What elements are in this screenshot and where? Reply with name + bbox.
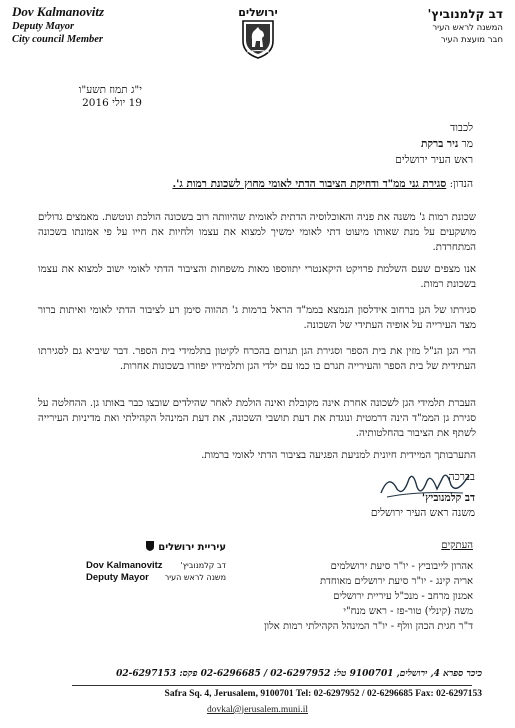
sender-name-hebrew: דב קלמנוביץ' [427, 7, 503, 21]
honorific: לכבוד [450, 122, 473, 134]
hebrew-date: י"ג תמוז תשע"ו [78, 84, 142, 96]
subject-line [172, 178, 473, 190]
footer-hebrew-address: כיכר ספרא 4, ירושלים, 9100701 טל: 02-6297952 / 02-6296685 פקס: 02-6297153 [116, 669, 482, 679]
cc-item: ד"ר חגית הכהן וולף - יו"ר המינהל הקהילתי רמות אלון [264, 621, 473, 632]
cc-item: אריה קינג - יו"ר סיעת ירושלים מאוחדת [319, 576, 473, 587]
signature-block [315, 470, 475, 521]
recipient-name: ניר ברקת [421, 138, 459, 150]
recipient-prefix: מר [461, 138, 473, 150]
cc-item: אמנון מרחב - מנכ"ל עיריית ירושלים [333, 591, 473, 602]
emblem-caption: ירושלים [238, 6, 278, 19]
stamp-english-title: Deputy Mayor [86, 572, 149, 583]
letterhead-hebrew [428, 6, 503, 46]
jerusalem-lion-emblem-icon [241, 19, 275, 59]
stamp-city: עיריית ירושלים [158, 542, 226, 553]
signer-name: דב קלמנוביץ' [421, 492, 475, 504]
recipient-name-line [395, 136, 473, 152]
cc-item: משה (קינלי) טור-פז - ראש מנח"י [343, 606, 473, 617]
body-paragraph-1: שכונת רמות ג' משנה את פניה והאוכלוסיה הדתית לאומית שהיוותה רוב בשכונה הולכת ונוטשת. מאמצים גדולים מושקעים על מנת שאותו מיעוט דתי לאומי ימשיך למצוא את עצמו ולחיות את חייו על פי אמונתו בשכונה המתחרדת. [38, 212, 476, 253]
cc-list [173, 559, 473, 634]
stamp-english-name: Dov Kalmanovitz [86, 560, 163, 571]
body-paragraph-6: התערבותך המיידית חיונית למניעת הפגיעה בציבור הדתי לאומי ברמות. [201, 450, 476, 461]
subject-text: סגירת גני ממ"ד ודחיקת הציבור הדתי לאומי מחוץ לשכונת רמות ג'. [172, 178, 447, 190]
body-paragraph-4: הרי הגן הנ"ל מזין את בית הספר וסגירת הגן תגרום בהכרח לקיטון בתלמידי בית הספר. דבר שיביא גם לסגירתו העתידית של בית הספר והעירייה תגרם בו כמו עם ילדי הגן ותלמידיו יפוזרו בשכונות אחרות. [38, 346, 476, 372]
recipient-title: ראש העיר ירושלים [395, 154, 473, 166]
sender-role-english: City council Member [12, 34, 103, 45]
stamp-english [86, 560, 163, 584]
recipient-block [395, 120, 473, 168]
cc-title: העתקים [441, 540, 473, 551]
sender-name-english: Dov Kalmanovitz [12, 4, 105, 19]
city-emblem [237, 6, 279, 63]
body-paragraph-3: סגירתו של הגן ברחוב אידלסון הנמצא בממ"ד הראל ברמות ג' תהווה סימן רע לציבור הדתי לאומי ואיתות ברור מצד העירייה על אופיה העתידי של השכונה. [38, 305, 476, 331]
gregorian-date: 19 יולי 2016 [82, 97, 142, 109]
stamp-emblem-icon [145, 540, 155, 552]
stamp-hebrew-title: משנה לראש העיר [164, 573, 226, 582]
sender-role-hebrew: חבר מועצת העיר [440, 35, 503, 45]
sender-title-english: Deputy Mayor [12, 21, 75, 32]
cc-item: אהרון לייבוביץ - יו"ר סיעת ירושלמים [330, 561, 473, 572]
footer-divider [72, 685, 472, 686]
body-paragraph-5: העברת תלמידי הגן לשכונה אחרת אינה מקובלת ואינה הולמת לאחר שהילדים שובצו כבר באותו גן. ההחלטה על סגירת גן הממ"ד הינה דרמטית ונוגדת את דעת תושבי השכונה, את דעת המינהל הקהילתי ואת מדיניות העירייה לשתף את הציבור בהחלטותיה. [38, 398, 476, 439]
cc-block [173, 538, 473, 634]
closing: בברכה [448, 471, 475, 483]
letter-dates [62, 84, 142, 110]
footer-email-link[interactable]: dovkal@jerusalem.muni.il [206, 705, 309, 715]
stamp-hebrew-name: דב קלמנוביץ' [180, 561, 226, 570]
body-paragraph-2: אנו מצפים שעם השלמת פרויקט היקאנטרי יתווספו מאות משפחות והציבור הדתי לאומי ישוב למצוא את עצמו בשכונת רמות. [38, 264, 476, 290]
footer-english-address: Safra Sq. 4, Jerusalem, 9100701 Tel: 02-6297952 / 02-6296685 Fax: 02-6297153 [164, 689, 482, 699]
sender-title-hebrew: המשנה לראש העיר [432, 23, 503, 33]
subject-label: הנדון: [449, 178, 473, 190]
letterhead-english [12, 4, 104, 46]
signer-title: משנה ראש העיר ירושלים [370, 507, 475, 519]
